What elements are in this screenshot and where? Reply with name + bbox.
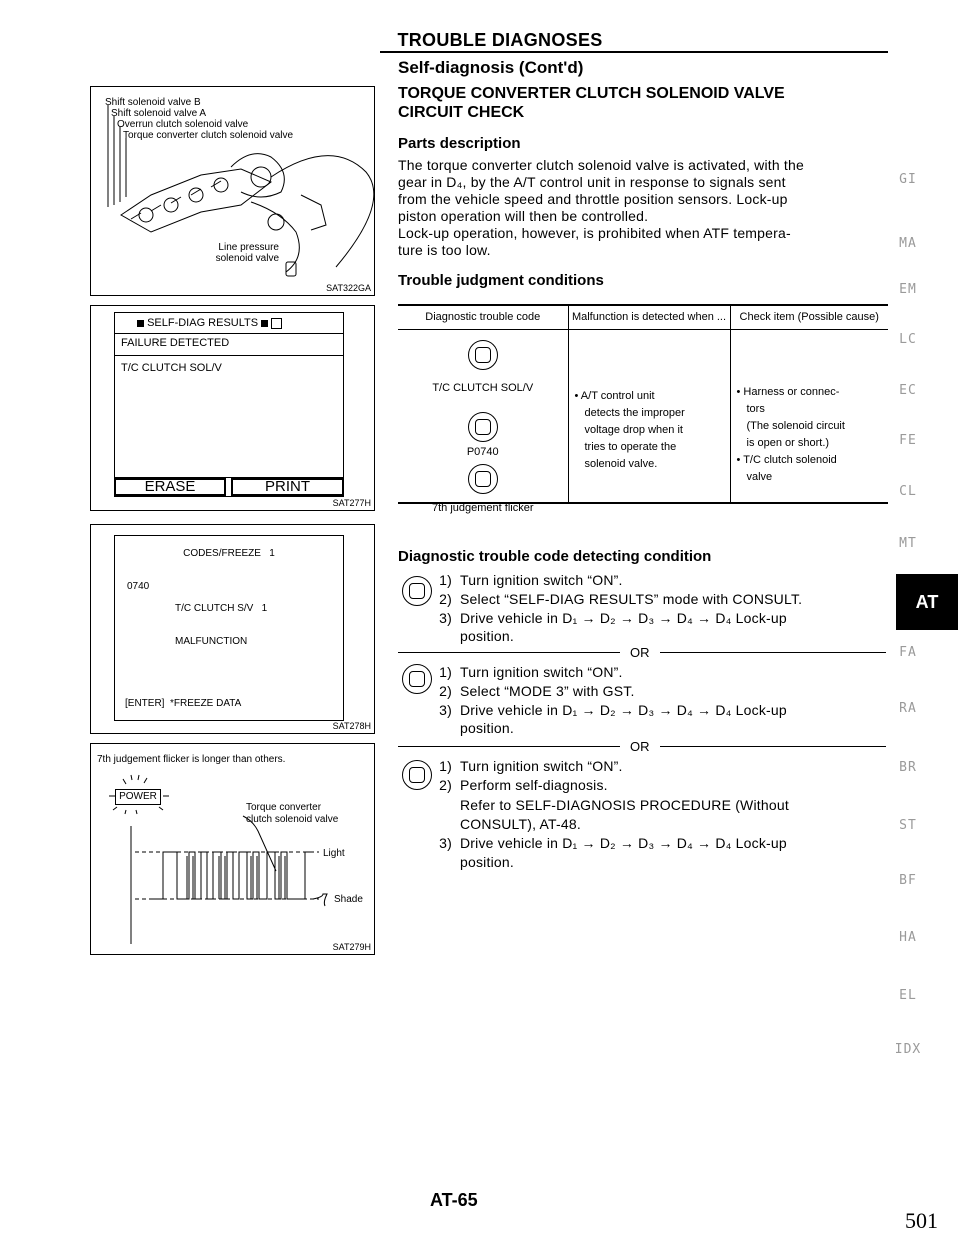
or-rule (398, 746, 620, 747)
step-number: 3) (439, 702, 452, 718)
section-subtitle: Self-diagnosis (Cont'd) (398, 58, 584, 77)
dtc-flicker: 7th judgement flicker (432, 502, 534, 514)
print-button[interactable]: PRINT (231, 478, 344, 496)
line-pressure-label (204, 242, 279, 264)
label-torque-converter: Torque converter clutch solenoid valve (123, 130, 294, 141)
text-line: • T/C clutch solenoid (736, 454, 837, 466)
step (430, 777, 890, 794)
text-line: The torque converter clutch solenoid valve is activated, with the (398, 157, 804, 173)
label-shift-b: Shift solenoid valve B (105, 97, 201, 108)
tab-ma[interactable]: MA (899, 236, 917, 251)
or-label: OR (630, 645, 650, 660)
text-line: Lock-up operation, however, is prohibited when ATF tempera- (398, 225, 791, 241)
tab-br[interactable]: BR (899, 760, 917, 775)
step (430, 816, 890, 833)
gst-icon (402, 664, 432, 694)
step-text: position. (460, 628, 514, 644)
page-number: 501 (905, 1208, 938, 1233)
dtc-text-2: MALFUNCTION (175, 636, 248, 647)
section-title (398, 84, 785, 122)
text-line: • Harness or connec- (736, 386, 840, 398)
step-text: Turn ignition switch “ON”. (460, 572, 623, 588)
tab-st[interactable]: ST (899, 818, 917, 833)
tab-ec[interactable]: EC (899, 383, 917, 398)
text-line: piston operation will then be controlled. (398, 208, 649, 224)
header-malfunction: Malfunction is detected when ... (568, 305, 730, 330)
or-label: OR (630, 739, 650, 754)
tab-bf[interactable]: BF (899, 873, 917, 888)
dtc-table (398, 304, 888, 514)
tab-ha[interactable]: HA (899, 930, 917, 945)
text-line: valve (746, 471, 773, 483)
tab-at[interactable]: AT (896, 574, 958, 630)
erase-button[interactable]: ERASE (114, 478, 226, 496)
table-row (398, 330, 888, 503)
step (430, 572, 890, 589)
text-line: detects the improper (584, 407, 685, 419)
line-pressure-text-2: solenoid valve (215, 253, 279, 264)
consult-icon (402, 576, 432, 606)
consult-screen-figure (90, 305, 375, 511)
tab-fa[interactable]: FA (899, 645, 917, 660)
tab-cl[interactable]: CL (899, 484, 917, 499)
tc-valve-text-1: Torque converter (246, 802, 322, 813)
table-header-row (398, 305, 888, 330)
step-text: position. (460, 720, 514, 736)
solenoid-valve-figure (90, 86, 375, 296)
checkbox-icon (271, 318, 282, 329)
square-icon (137, 320, 144, 327)
power-indicator: POWER (115, 789, 161, 805)
text-line: (The solenoid circuit (746, 420, 845, 432)
shade-label: Shade (334, 894, 363, 905)
section-title-line-1: TORQUE CONVERTER CLUTCH SOLENOID VALVE (398, 85, 785, 102)
text-line: solenoid valve. (584, 458, 658, 470)
step-number: 1) (439, 664, 452, 680)
step-text: Drive vehicle in D₁ → D₂ → D₃ → D₄ → D₄ Lock-up (460, 702, 787, 718)
tab-idx[interactable]: IDX (894, 1042, 922, 1057)
self-diag-header (137, 317, 282, 329)
dtc-code: P0740 (466, 446, 499, 458)
dtc-cell (398, 330, 568, 514)
parts-description-heading: Parts description (398, 135, 521, 152)
malfunction-cell (568, 330, 730, 503)
tab-ra[interactable]: RA (899, 701, 917, 716)
dtc-description (175, 581, 267, 669)
tab-gi[interactable]: GI (899, 172, 917, 187)
step-number: 2) (439, 777, 452, 793)
dtc-name: T/C CLUTCH SOL/V (432, 382, 534, 394)
no-tools-icon (468, 464, 498, 494)
text-line: ture is too low. (398, 242, 491, 258)
light-label: Light (323, 848, 345, 859)
step-text: Drive vehicle in D₁ → D₂ → D₃ → D₄ → D₄ Lock-up (460, 835, 787, 851)
gst-screen-figure (90, 524, 375, 734)
step (430, 628, 890, 645)
page-label: AT-65 (430, 1190, 478, 1210)
label-overrun: Overrun clutch solenoid valve (117, 119, 249, 130)
header-check-item: Check item (Possible cause) (730, 305, 888, 330)
or-rule (660, 652, 886, 653)
flicker-waveform (91, 744, 374, 954)
step (430, 835, 890, 852)
text-line: • A/T control unit (574, 390, 655, 402)
tab-mt[interactable]: MT (899, 536, 917, 551)
figure-code: SAT277H (332, 498, 371, 508)
enter-freeze-text: [ENTER] *FREEZE DATA (125, 698, 242, 709)
step-text: Refer to SELF-DIAGNOSIS PROCEDURE (Without (460, 797, 789, 813)
step-number: 2) (439, 591, 452, 607)
step (430, 758, 890, 775)
step-text: Select “MODE 3” with GST. (460, 683, 635, 699)
figure-code: SAT278H (332, 721, 371, 731)
or-rule (660, 746, 886, 747)
or-divider (398, 645, 886, 659)
tc-clutch-solv-text: T/C CLUTCH SOL/V (121, 362, 222, 374)
text-line: is open or short.) (746, 437, 830, 449)
trouble-judgment-heading: Trouble judgment conditions (398, 272, 604, 289)
text-line: tors (746, 403, 765, 415)
self-diag-title: SELF-DIAG RESULTS (147, 317, 259, 329)
step-text: position. (460, 854, 514, 870)
step-number: 3) (439, 835, 452, 851)
consult-icon (468, 340, 498, 370)
step-text: Turn ignition switch “ON”. (460, 758, 623, 774)
divider (115, 355, 343, 356)
figure-code: SAT322GA (326, 283, 371, 293)
flicker-caption: 7th judgement flicker is longer than others. (97, 754, 286, 765)
step (430, 664, 890, 681)
gst-screen (114, 535, 344, 721)
step (430, 720, 890, 737)
label-shift-a: Shift solenoid valve A (111, 108, 207, 119)
tab-lc[interactable]: LC (899, 332, 917, 347)
text-line: from the vehicle speed and throttle position sensors. Lock-up (398, 191, 788, 207)
square-icon (261, 320, 268, 327)
detecting-condition-heading: Diagnostic trouble code detecting condition (398, 548, 712, 565)
text-line: tries to operate the (584, 441, 677, 453)
check-item-cell (730, 330, 888, 503)
or-divider (398, 739, 886, 753)
step (430, 683, 890, 700)
codes-freeze-title: CODES/FREEZE 1 (183, 548, 275, 559)
text-line: gear in D₄, by the A/T control unit in response to signals sent (398, 174, 786, 190)
tc-valve-text-2: clutch solenoid valve (246, 814, 339, 825)
failure-detected-text: FAILURE DETECTED (121, 337, 230, 349)
step-number: 2) (439, 683, 452, 699)
page-title: TROUBLE DIAGNOSES (397, 30, 603, 50)
step (430, 610, 890, 627)
step-text: Perform self-diagnosis. (460, 777, 608, 793)
section-title-line-2: CIRCUIT CHECK (398, 104, 525, 121)
dtc-number: 0740 (127, 581, 150, 592)
tab-em[interactable]: EM (899, 282, 917, 297)
consult-screen (114, 312, 344, 497)
step (430, 702, 890, 719)
step (430, 854, 890, 871)
header-rule (380, 51, 888, 53)
step (430, 591, 890, 608)
step-text: Select “SELF-DIAG RESULTS” mode with CONSULT. (460, 591, 803, 607)
header-dtc: Diagnostic trouble code (398, 305, 568, 330)
flicker-figure (90, 743, 375, 955)
tab-fe[interactable]: FE (899, 433, 917, 448)
gst-icon (468, 412, 498, 442)
step-text: Turn ignition switch “ON”. (460, 664, 623, 680)
step-text: Drive vehicle in D₁ → D₂ → D₃ → D₄ → D₄ Lock-up (460, 610, 787, 626)
dtc-text-1: T/C CLUTCH S/V 1 (175, 603, 268, 614)
divider (115, 333, 343, 334)
tab-el[interactable]: EL (899, 988, 917, 1003)
step-number: 1) (439, 758, 452, 774)
line-pressure-text-1: Line pressure (218, 242, 279, 253)
no-tools-icon (402, 760, 432, 790)
step-number: 1) (439, 572, 452, 588)
step (430, 797, 890, 814)
parts-description (398, 157, 888, 259)
or-rule (398, 652, 620, 653)
step-text: CONSULT), AT-48. (460, 816, 581, 832)
figure-code: SAT279H (332, 942, 371, 952)
step-number: 3) (439, 610, 452, 626)
text-line: voltage drop when it (584, 424, 683, 436)
